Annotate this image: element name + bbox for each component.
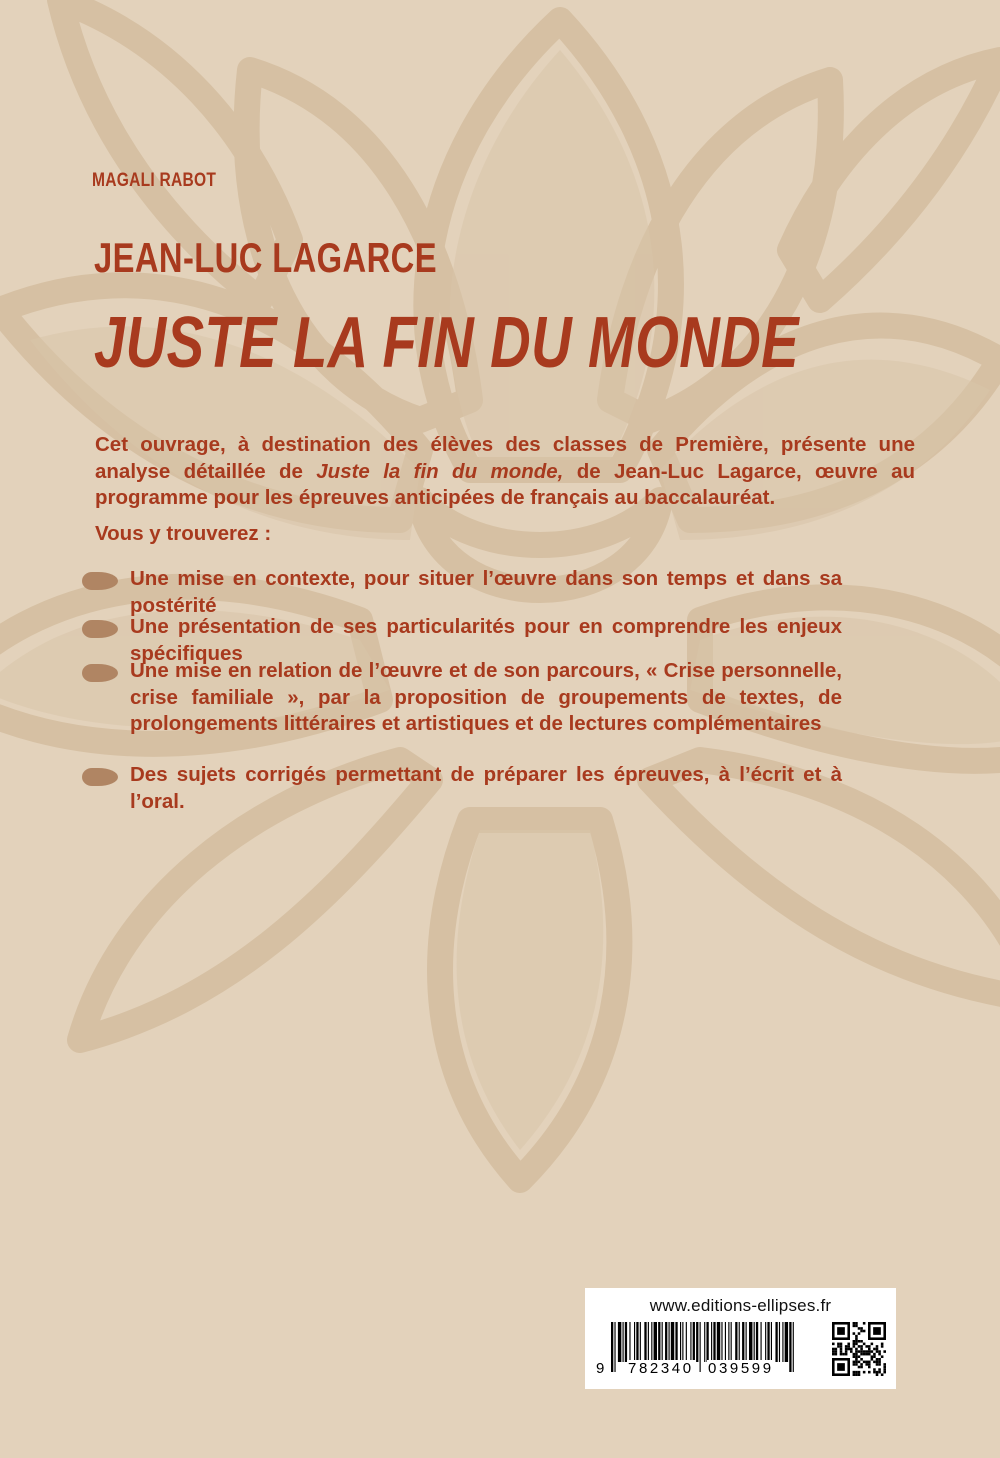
qr-module [845, 1350, 848, 1353]
qr-module [871, 1343, 874, 1346]
qr-module [881, 1373, 884, 1376]
barcode-bar [614, 1322, 615, 1372]
barcode-bar [761, 1322, 762, 1362]
qr-module [863, 1330, 866, 1333]
qr-module [832, 1353, 835, 1356]
qr-module [850, 1348, 853, 1351]
list-item-text: Une présentation de ses particularités pour en comprendre les enjeux spécifiques [130, 615, 842, 665]
barcode-bar [634, 1322, 635, 1362]
qr-module [883, 1363, 886, 1366]
qr-module [853, 1343, 856, 1346]
qr-module [840, 1350, 843, 1353]
qr-module [876, 1373, 879, 1376]
qr-module [863, 1322, 866, 1325]
barcode-bar [717, 1322, 720, 1362]
petal-bullet-icon [82, 664, 118, 682]
qr-module [855, 1355, 858, 1358]
qr-module [873, 1348, 876, 1351]
qr-module [845, 1353, 848, 1356]
qr-module [835, 1353, 838, 1356]
qr-module [868, 1363, 871, 1366]
qr-module [863, 1361, 866, 1364]
qr-module [860, 1340, 863, 1343]
list-item-text: Une mise en contexte, pour situer l’œuvre dans son temps et dans sa postérité [130, 567, 842, 617]
qr-module [853, 1363, 856, 1366]
qr-module [876, 1348, 879, 1351]
list-item-text: Une mise en relation de l’œuvre et de son parcours, « Crise personnelle, crise familiale », par la proposition de groupements de textes, de prolongements littéraires et artistiques et de lectures complémentaires [130, 659, 842, 735]
barcode-bar [700, 1322, 701, 1372]
qr-module [858, 1366, 861, 1369]
play-author: JEAN-LUC LAGARCE [94, 234, 437, 281]
qr-module [878, 1361, 881, 1364]
qr-module [868, 1366, 871, 1369]
qr-module [858, 1361, 861, 1364]
qr-module [878, 1368, 881, 1371]
qr-module [858, 1327, 861, 1330]
isbn-first-digit: 9 [596, 1360, 605, 1377]
qr-module [871, 1358, 874, 1361]
barcode-bar [704, 1322, 705, 1362]
qr-module [847, 1345, 850, 1348]
barcode-bar [693, 1322, 695, 1362]
qr-module [865, 1361, 868, 1364]
qr-module [855, 1343, 858, 1346]
qr-module [855, 1353, 858, 1356]
barcode-bar [746, 1322, 747, 1362]
barcode-bar [625, 1322, 627, 1362]
qr-module [860, 1350, 863, 1353]
qr-module [858, 1355, 861, 1358]
intro-italic-title: Juste la fin du monde, [316, 459, 564, 483]
qr-module [873, 1355, 876, 1358]
qr-module [832, 1322, 835, 1340]
barcode-bar [648, 1322, 649, 1362]
barcode-bar [696, 1322, 698, 1362]
qr-module [840, 1345, 843, 1348]
barcode-bar [711, 1322, 712, 1362]
qr-module [832, 1373, 850, 1376]
list-item [82, 658, 842, 738]
barcode-bar [629, 1322, 630, 1362]
qr-code-icon [832, 1322, 886, 1376]
qr-module [868, 1350, 871, 1353]
petal-bullet-icon [82, 768, 118, 786]
barcode-bar [640, 1322, 641, 1362]
qr-module [873, 1353, 876, 1356]
qr-module [853, 1340, 856, 1343]
barcode-bar [680, 1322, 681, 1362]
qr-module [881, 1355, 884, 1358]
qr-module [847, 1322, 850, 1340]
barcode-bar [789, 1322, 791, 1372]
qr-module [860, 1366, 863, 1369]
qr-module [878, 1358, 881, 1361]
qr-module [853, 1371, 856, 1374]
qr-module [855, 1373, 858, 1376]
qr-module [853, 1345, 856, 1348]
qr-module [860, 1330, 863, 1333]
barcode-bar [618, 1322, 621, 1362]
qr-module [878, 1353, 881, 1356]
qr-module [876, 1361, 879, 1364]
qr-module [868, 1322, 871, 1340]
barcode-bar [686, 1322, 687, 1362]
barcode-bar [682, 1322, 683, 1362]
qr-module [847, 1348, 850, 1351]
qr-module [832, 1358, 835, 1376]
petal-bullet-icon [82, 572, 118, 590]
qr-module [855, 1325, 858, 1328]
petal-bullet-icon [82, 620, 118, 638]
qr-module [837, 1345, 840, 1348]
qr-module [863, 1353, 866, 1356]
barcode-bar [669, 1322, 670, 1362]
qr-module [878, 1371, 881, 1374]
qr-module [863, 1350, 866, 1353]
barcode-bar [651, 1322, 652, 1362]
barcode-bar [725, 1322, 726, 1362]
qr-module [863, 1371, 866, 1374]
isbn-group-2: 039599 [708, 1360, 774, 1377]
qr-module [873, 1368, 876, 1371]
barcode-bar [767, 1322, 769, 1362]
qr-module [853, 1332, 856, 1335]
qr-module [855, 1358, 858, 1361]
qr-module [847, 1358, 850, 1376]
qr-module [855, 1335, 858, 1338]
qr-module [860, 1345, 863, 1348]
qr-module [835, 1348, 838, 1351]
qr-module [858, 1345, 861, 1348]
qr-module [876, 1363, 879, 1366]
barcode-bar [662, 1322, 663, 1362]
qr-module [878, 1350, 881, 1353]
barcode-bar [765, 1322, 766, 1362]
qr-module [858, 1350, 861, 1353]
barcode-bar [654, 1322, 657, 1362]
barcode-bar [742, 1322, 744, 1362]
barcode-bar [671, 1322, 674, 1362]
qr-module [853, 1322, 856, 1325]
qr-module [855, 1348, 858, 1351]
qr-module [855, 1350, 858, 1353]
isbn-group-1: 782340 [628, 1360, 694, 1377]
barcode-bar [754, 1322, 755, 1362]
barcode-bar [728, 1322, 729, 1362]
qr-module [883, 1350, 886, 1353]
qr-module [881, 1343, 884, 1346]
barcode-bar [644, 1322, 646, 1362]
barcode-bar [779, 1322, 780, 1362]
qr-module [837, 1327, 845, 1335]
intro-text-1: Cet ouvrage, à destination des élèves des classes de Première, présente une analyse détaillée de [95, 433, 915, 483]
qr-module [858, 1340, 861, 1343]
qr-module [873, 1327, 881, 1335]
qr-module [876, 1371, 879, 1374]
qr-module [876, 1345, 879, 1348]
qr-module [855, 1322, 858, 1325]
list-item-text: Des sujets corrigés permettant de préparer les épreuves, à l’écrit et à l’oral. [130, 763, 842, 813]
qr-module [865, 1363, 868, 1366]
qr-module [832, 1322, 850, 1325]
barcode-bar [690, 1322, 691, 1362]
qr-module [860, 1358, 863, 1361]
barcode-bar [623, 1322, 624, 1362]
qr-module [832, 1343, 835, 1346]
barcode-bar [739, 1322, 740, 1362]
qr-module [837, 1343, 840, 1346]
qr-module [853, 1325, 856, 1328]
qr-module [876, 1350, 879, 1353]
qr-module [858, 1332, 861, 1335]
qr-module [842, 1353, 845, 1356]
qr-module [883, 1366, 886, 1369]
qr-module [858, 1371, 861, 1374]
qr-module [845, 1345, 848, 1348]
qr-module [853, 1355, 856, 1358]
book-author: MAGALI RABOT [92, 170, 217, 191]
barcode-bar [713, 1322, 715, 1362]
qr-module [853, 1361, 856, 1364]
qr-module [868, 1348, 871, 1351]
qr-module [835, 1350, 838, 1353]
qr-module [855, 1337, 858, 1340]
qr-module [845, 1348, 848, 1351]
book-title: JUSTE LA FIN DU MONDE [94, 303, 800, 383]
qr-module [865, 1350, 868, 1353]
qr-module [873, 1361, 876, 1364]
barcode-bar [731, 1322, 732, 1362]
qr-module [878, 1363, 881, 1366]
qr-module [865, 1345, 868, 1348]
barcode-bar [756, 1322, 758, 1362]
qr-module [853, 1353, 856, 1356]
qr-module [832, 1348, 835, 1351]
qr-module [840, 1348, 843, 1351]
qr-module [868, 1353, 871, 1356]
qr-module [840, 1353, 843, 1356]
qr-module [855, 1363, 858, 1366]
list-item [82, 762, 842, 815]
barcode-bar [749, 1322, 752, 1362]
qr-module [860, 1348, 863, 1351]
intro-text-2: de Jean-Luc Lagarce, œuvre au programme pour les épreuves anticipées de français au baccalauréat. [95, 459, 915, 509]
qr-module [855, 1371, 858, 1374]
qr-module [853, 1373, 856, 1376]
qr-module [883, 1322, 886, 1340]
barcode-bar [675, 1322, 677, 1362]
qr-module [855, 1361, 858, 1364]
qr-module [871, 1350, 874, 1353]
qr-module [868, 1371, 871, 1374]
qr-module [850, 1350, 853, 1353]
barcode-bar [735, 1322, 737, 1362]
qr-module [883, 1368, 886, 1371]
qr-module [871, 1355, 874, 1358]
qr-module [860, 1353, 863, 1356]
barcode-bar [793, 1322, 794, 1372]
qr-module [881, 1345, 884, 1348]
qr-module [860, 1363, 863, 1366]
qr-module [883, 1371, 886, 1374]
barcode-bar [782, 1322, 783, 1362]
qr-module [873, 1371, 876, 1374]
barcode-bar [658, 1322, 660, 1362]
list-lead: Vous y trouverez : [95, 522, 272, 545]
barcode-bar [636, 1322, 638, 1362]
barcode-bar [721, 1322, 722, 1362]
qr-module [832, 1358, 850, 1361]
qr-module [863, 1343, 866, 1346]
qr-module [837, 1363, 845, 1371]
qr-module [868, 1345, 871, 1348]
publisher-url: www.editions-ellipses.fr [649, 1296, 832, 1315]
barcode-bar [611, 1322, 613, 1372]
list-item [82, 566, 842, 619]
barcode-label [585, 1288, 896, 1389]
qr-module [847, 1343, 850, 1346]
barcode-bar [785, 1322, 788, 1362]
qr-module [865, 1353, 868, 1356]
barcode-bar [665, 1322, 667, 1362]
qr-module [876, 1358, 879, 1361]
qr-module [868, 1322, 886, 1325]
barcode-bar [706, 1322, 708, 1362]
qr-module [832, 1337, 850, 1340]
barcode-bar [771, 1322, 772, 1362]
qr-module [868, 1361, 871, 1364]
qr-module [868, 1337, 886, 1340]
barcode-bar [775, 1322, 777, 1362]
qr-module [855, 1340, 858, 1343]
qr-module [832, 1350, 835, 1353]
qr-module [840, 1343, 843, 1346]
qr-module [860, 1327, 863, 1330]
qr-module [858, 1373, 861, 1376]
intro-paragraph [95, 432, 915, 512]
